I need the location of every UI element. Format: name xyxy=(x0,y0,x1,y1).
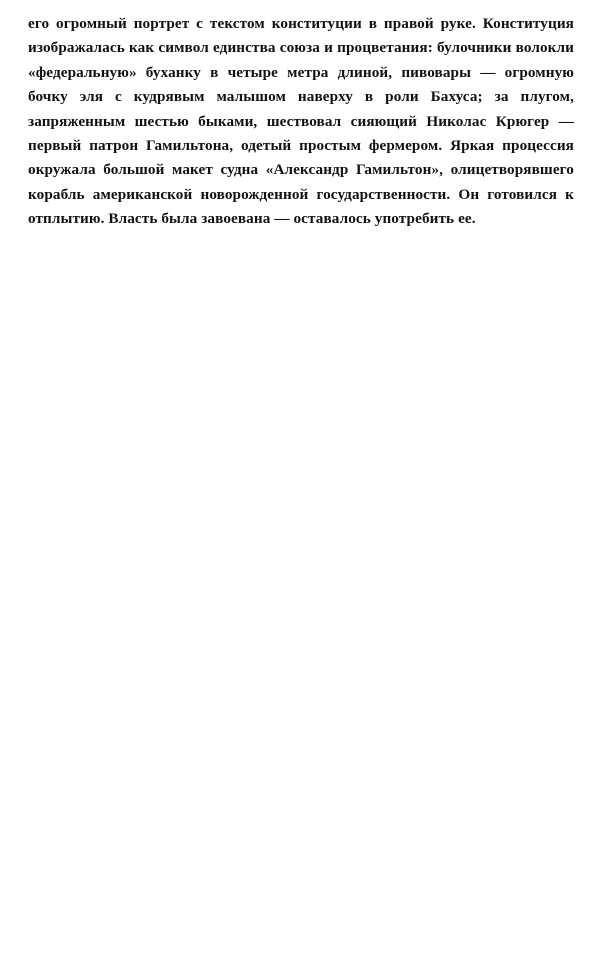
paragraph: его огромный портрет с текстом конституции в правой руке. Конституция изображалась как символ единства союза и процветания: булочники волокли «федеральную» буханку в четыре метра длиной, пивовары — огромную бочку эля с кудрявым малышом наверху в роли Бахуса; за плугом, запряженным шестью быками, шествовал сияющий Николас Крюгер — первый патрон Гамильтона, одетый простым фермером. Яркая процессия окружала большой макет судна «Александр Гамильтон», олицетворявшего корабль американской новорожденной государственности. Он готовился к отплытию. Власть была завоевана — оставалось употребить ее. xyxy=(28,15,574,228)
body-text-block xyxy=(28,12,574,232)
